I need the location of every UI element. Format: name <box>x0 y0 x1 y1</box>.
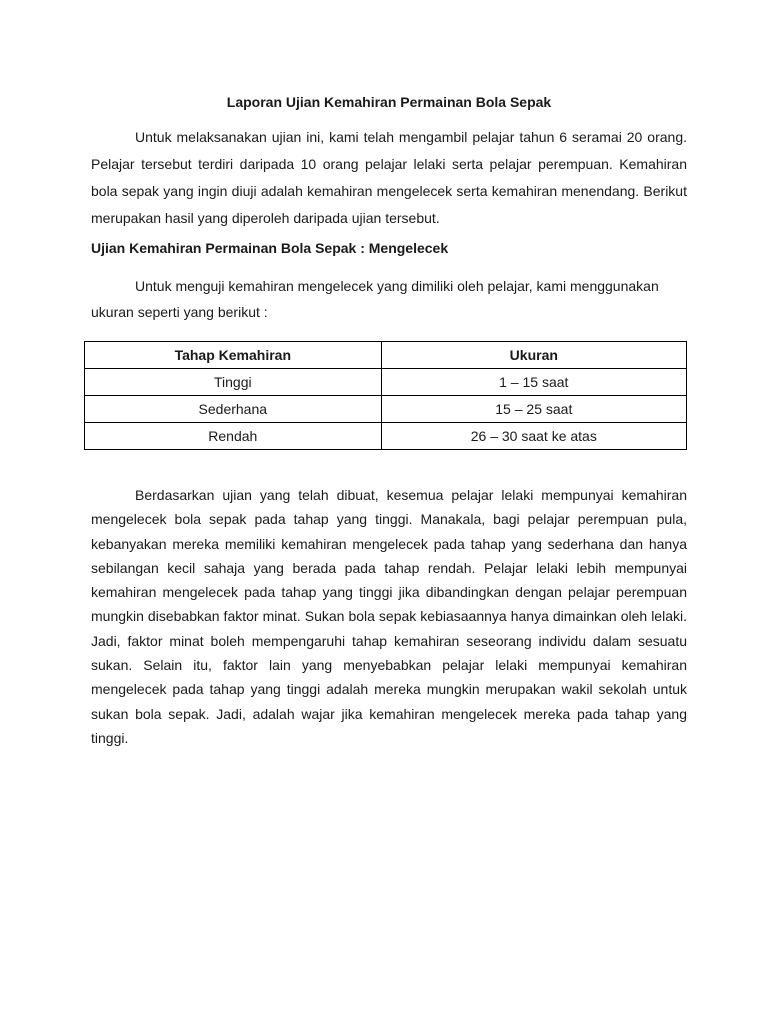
table-header-row <box>85 342 687 369</box>
table-cell-skill-level: Sederhana <box>85 396 382 423</box>
table-header-measure: Ukuran <box>381 342 686 369</box>
table-cell-measure: 1 – 15 saat <box>381 369 686 396</box>
table-cell-measure: 15 – 25 saat <box>381 396 686 423</box>
table-row <box>85 423 687 450</box>
table-cell-skill-level: Tinggi <box>85 369 382 396</box>
analysis-paragraph: Berdasarkan ujian yang telah dibuat, kesemua pelajar lelaki mempunyai kemahiran mengelecek bola sepak pada tahap yang tinggi. Manakala, bagi pelajar perempuan pula, kebanyakan mereka memiliki kemahiran mengelecek pada tahap yang sederhana dan hanya sebilangan kecil sahaja yang berada pada tahap rendah. Pelajar lelaki lebih mempunyai kemahiran mengelecek pada tahap yang tinggi jika dibandingkan dengan pelajar perempuan mungkin disebabkan faktor minat. Sukan bola sepak kebiasaannya hanya dimainkan oleh lelaki. Jadi, faktor minat boleh mempengaruhi tahap kemahiran seseorang individu dalam sesuatu sukan. Selain itu, faktor lain yang menyebabkan pelajar lelaki mempunyai kemahiran mengelecek pada tahap yang tinggi adalah mereka mungkin merupakan wakil sekolah untuk sukan bola sepak. Jadi, adalah wajar jika kemahiran mengelecek mereka pada tahap yang tinggi. <box>91 487 687 746</box>
skill-level-table <box>84 341 687 450</box>
table-cell-measure: 26 – 30 saat ke atas <box>381 423 686 450</box>
measure-paragraph: Untuk menguji kemahiran mengelecek yang dimiliki oleh pelajar, kami menggunakan ukuran seperti yang berikut : <box>91 278 659 320</box>
table-row <box>85 396 687 423</box>
section-heading: Ujian Kemahiran Permainan Bola Sepak : Mengelecek <box>91 240 449 256</box>
table-header-skill-level: Tahap Kemahiran <box>85 342 382 369</box>
intro-paragraph: Untuk melaksanakan ujian ini, kami telah mengambil pelajar tahun 6 seramai 20 orang. Pelajar tersebut terdiri daripada 10 orang pelajar lelaki serta pelajar perempuan. Kemahiran bola sepak yang ingin diuji adalah kemahiran mengelecek serta kemahiran menendang. Berikut merupakan hasil yang diperoleh daripada ujian tersebut. <box>91 129 687 226</box>
table-row <box>85 369 687 396</box>
document-title: Laporan Ujian Kemahiran Permainan Bola Sepak <box>226 94 552 110</box>
table-cell-skill-level: Rendah <box>85 423 382 450</box>
